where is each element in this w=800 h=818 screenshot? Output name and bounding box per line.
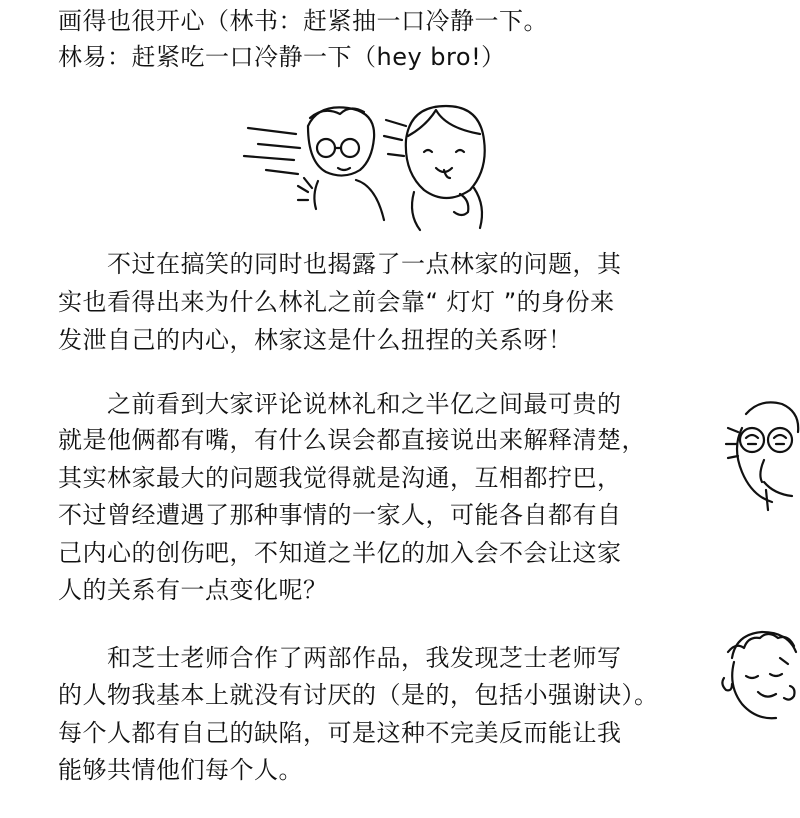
paragraph2-line-2: 就是他俩都有嘴，有什么误会都直接说出来解释清楚，: [58, 426, 646, 454]
crying-character-sketch: [724, 398, 800, 514]
intro-line-1: 画得也很开心（林书：赶紧抽一口冷静一下。: [58, 7, 548, 35]
paragraph3-line-3: 每个人都有自己的缺陷，可是这种不完美反而能让我: [58, 719, 622, 747]
smiling-character-sketch: [718, 628, 800, 724]
paragraph2-line-6: 人的关系有一点变化呢？: [58, 576, 328, 604]
paragraph2-line-4: 不过曾经遭遇了那种事情的一家人，可能各自都有自: [58, 501, 622, 529]
paragraph3-line-4: 能够共情他们每个人。: [58, 756, 303, 784]
paragraph2-line-5: 己内心的创伤吧，不知道之半亿的加入会不会让这家: [58, 539, 622, 567]
paragraph2-line-1: 之前看到大家评论说林礼和之半亿之间最可贵的: [58, 390, 622, 418]
intro-line-2: 林易：赶紧吃一口冷静一下（hey bro!）: [58, 43, 506, 71]
paragraph3-line-1: 和芝士老师合作了两部作品，我发现芝士老师写: [58, 644, 622, 672]
paragraph1-line-1: 不过在搞笑的同时也揭露了一点林家的问题，其: [58, 250, 622, 278]
paragraph1-line-3: 发泄自己的内心，林家这是什么扭捏的关系呀！: [58, 326, 573, 354]
two-characters-sketch: [238, 96, 503, 234]
paragraph1-line-2: 实也看得出来为什么林礼之前会靠“ 灯灯 ”的身份来: [58, 288, 615, 316]
paragraph2-line-3: 其实林家最大的问题我觉得就是沟通，互相都拧巴，: [58, 464, 622, 492]
paragraph3-line-2: 的人物我基本上就没有讨厌的（是的，包括小强谢诀）。: [58, 681, 659, 709]
